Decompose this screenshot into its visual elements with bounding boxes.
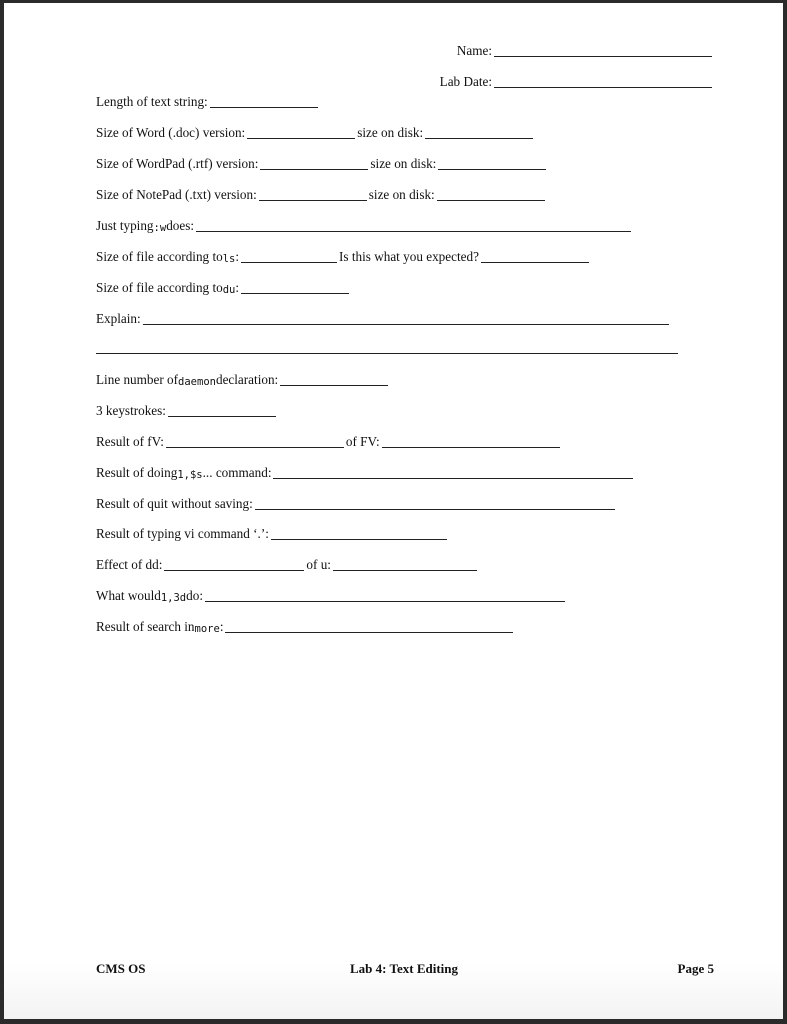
wordpad-size-label: Size of WordPad (.rtf) version:	[96, 156, 259, 171]
would-label: What would	[96, 588, 161, 603]
typing-vi-label: Result of typing vi command ‘.’:	[96, 526, 269, 541]
would-label-end: do:	[186, 588, 203, 603]
u-line	[333, 559, 477, 571]
just-typing-label: Just typing	[96, 218, 154, 233]
word-size-label: Size of Word (.doc) version:	[96, 125, 246, 140]
doing-line	[273, 467, 633, 479]
du-code: du	[222, 284, 236, 296]
ls-size-label: Size of file according to	[96, 249, 223, 264]
word-size-field	[96, 125, 535, 141]
just-typing-label-end: does:	[166, 218, 195, 233]
wordpad-size-line	[260, 158, 368, 170]
length-field	[96, 94, 320, 110]
fv-field	[96, 434, 562, 450]
daemon-label: Line number of	[96, 372, 179, 387]
quit-label: Result of quit without saving:	[96, 496, 253, 511]
fv-label: Result of fV:	[96, 434, 164, 449]
typing-vi-field	[96, 526, 449, 542]
capital-fv-label: of FV:	[345, 434, 380, 449]
dd-field	[96, 557, 479, 573]
doing-field	[96, 465, 635, 481]
capital-fv-line	[382, 436, 560, 448]
u-label: of u:	[306, 557, 331, 572]
du-size-label: Size of file according to	[96, 280, 223, 295]
typing-vi-line	[271, 528, 447, 540]
expected-label: Is this what you expected?	[339, 249, 479, 264]
ls-colon: :	[235, 249, 240, 264]
notepad-size-line	[259, 189, 367, 201]
notepad-disk-label: size on disk:	[368, 187, 435, 202]
ls-size-field	[96, 249, 591, 265]
daemon-field	[96, 372, 390, 388]
name-label: Name:	[456, 43, 492, 58]
search-line	[225, 621, 513, 633]
name-field	[457, 43, 714, 59]
length-line	[210, 96, 318, 108]
name-line	[494, 45, 712, 57]
would-code: 1,3d	[160, 592, 187, 604]
search-colon: :	[219, 619, 224, 634]
lab-date-field	[440, 74, 714, 90]
du-size-line	[241, 282, 349, 294]
lab-date-line	[494, 76, 712, 88]
search-label: Result of search in	[96, 619, 195, 634]
wordpad-disk-label: size on disk:	[370, 156, 437, 171]
explain-line-2	[96, 342, 678, 354]
explain-continuation	[96, 342, 680, 356]
search-code: more	[194, 623, 220, 635]
length-label: Length of text string:	[96, 94, 208, 109]
lab-date-label: Lab Date:	[439, 74, 492, 89]
doing-code: 1,$s	[177, 469, 203, 481]
ls-code: ls	[222, 253, 236, 265]
du-colon: :	[235, 280, 240, 295]
notepad-size-field	[96, 187, 547, 203]
dd-line	[164, 559, 304, 571]
just-typing-line	[196, 220, 631, 232]
footer-page-number: Page 5	[677, 961, 714, 976]
wordpad-disk-line	[438, 158, 546, 170]
word-disk-line	[425, 127, 533, 139]
notepad-size-label: Size of NotePad (.txt) version:	[96, 187, 257, 202]
explain-label: Explain:	[96, 311, 141, 326]
would-line	[205, 590, 565, 602]
word-disk-label: size on disk:	[357, 125, 424, 140]
just-typing-code: :w	[153, 222, 167, 234]
doing-label-end: ... command:	[202, 465, 272, 480]
fv-line	[166, 436, 344, 448]
explain-line	[143, 313, 669, 325]
footer-title: Lab 4: Text Editing	[350, 961, 459, 976]
doing-label: Result of doing	[96, 465, 178, 480]
quit-field	[96, 496, 617, 512]
notepad-disk-line	[437, 189, 545, 201]
daemon-line	[280, 374, 388, 386]
keystrokes-label: 3 keystrokes:	[96, 403, 166, 418]
explain-field	[96, 311, 671, 327]
daemon-code: daemon	[178, 376, 216, 388]
word-size-line	[247, 127, 355, 139]
wordpad-size-field	[96, 156, 548, 172]
ls-size-line	[241, 251, 337, 263]
worksheet-page	[4, 3, 783, 1019]
search-field	[96, 619, 515, 635]
expected-line	[481, 251, 589, 263]
keystrokes-line	[168, 405, 276, 417]
daemon-label-end: declaration:	[215, 372, 279, 387]
footer-course: CMS OS	[96, 961, 146, 976]
just-typing-field	[96, 218, 633, 234]
would-field	[96, 588, 567, 604]
keystrokes-field	[96, 403, 278, 419]
dd-label: Effect of dd:	[96, 557, 163, 572]
du-size-field	[96, 280, 351, 296]
quit-line	[255, 498, 615, 510]
